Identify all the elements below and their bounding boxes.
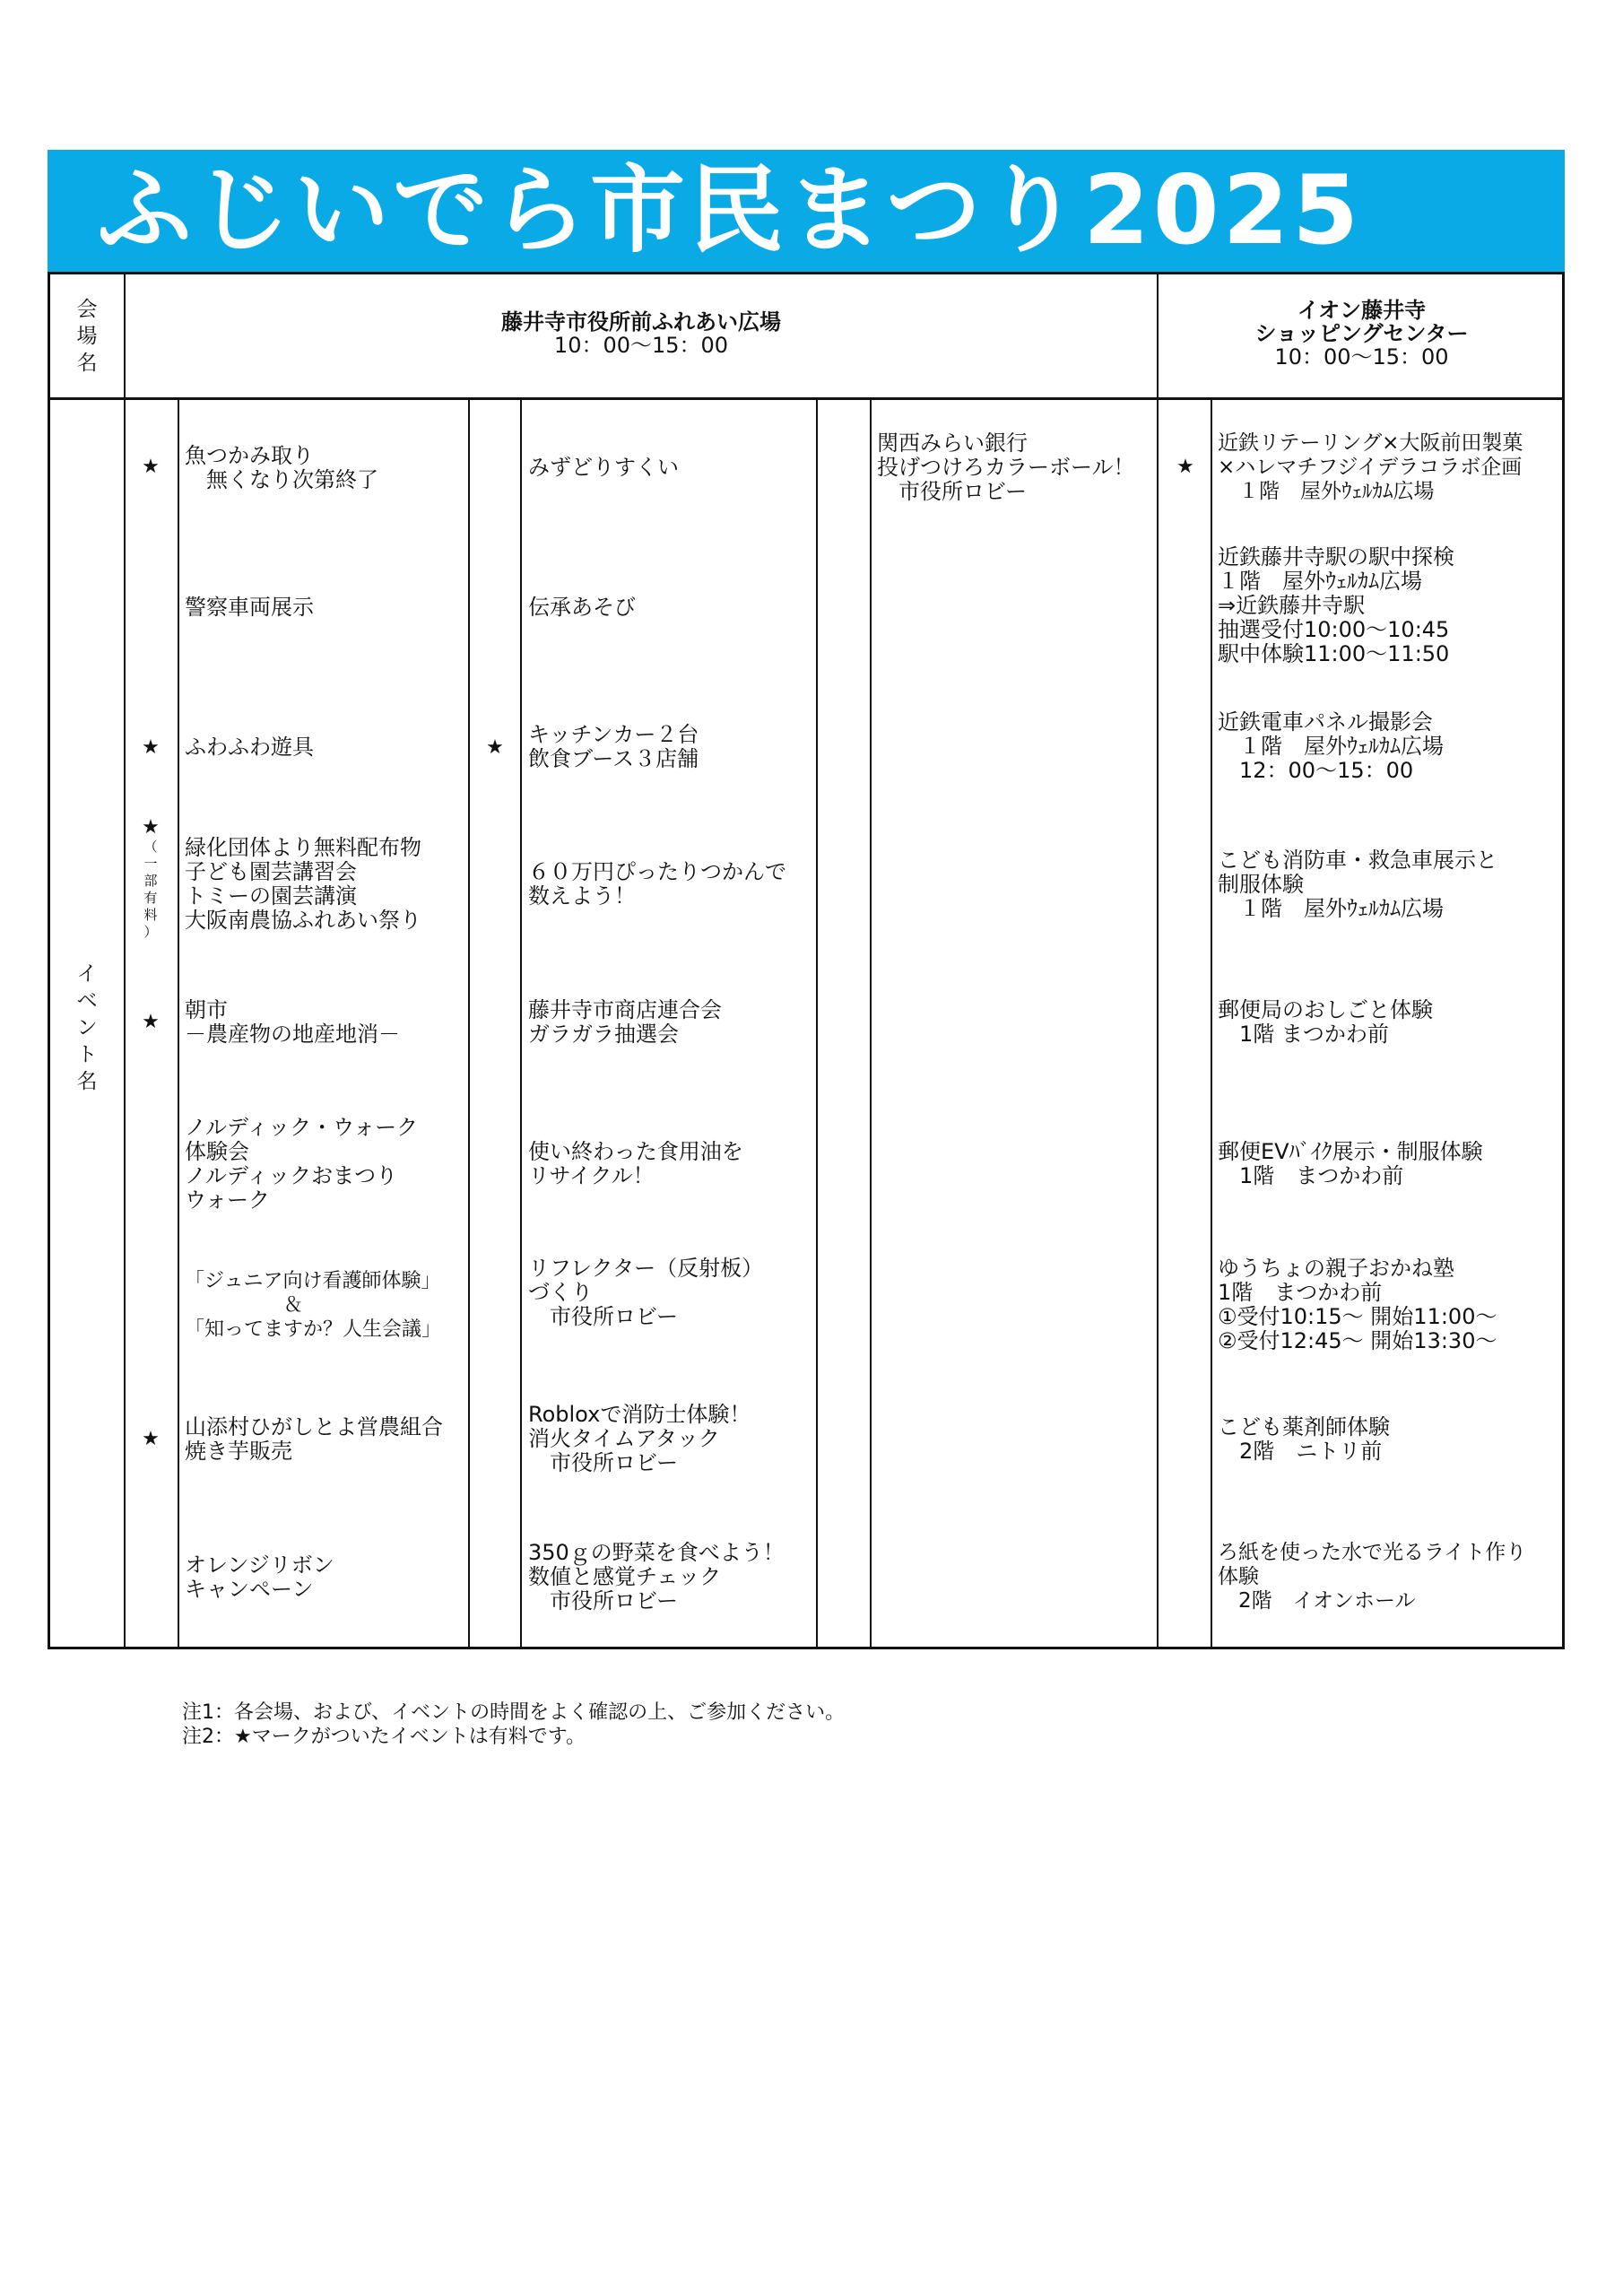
event-item: 魚つかみ取り 無くなり次第終了 bbox=[185, 443, 378, 492]
event-item: ６０万円ぴったりつかんで 数えよう！ bbox=[528, 859, 786, 909]
venue1-time: 10：00～15：00 bbox=[553, 333, 729, 358]
header-divider bbox=[50, 397, 1562, 400]
paid-star-mark: ★ bbox=[486, 736, 504, 759]
event-item: キッチンカー２台 飲食ブース３店舗 bbox=[528, 722, 699, 771]
schedule-table bbox=[48, 272, 1565, 1649]
column-rule bbox=[520, 397, 522, 1647]
events-row-label: イ ベ ン ト 名 bbox=[76, 962, 98, 1093]
column-rule bbox=[124, 274, 126, 1647]
event-item: 郵便EVﾊﾞｲｸ展示・制服体験 1階 まつかわ前 bbox=[1218, 1139, 1483, 1188]
venue1-name: 藤井寺市役所前ふれあい広場 bbox=[501, 309, 781, 335]
paid-star-mark: ★ bbox=[142, 1011, 160, 1033]
event-item: オレンジリボン キャンペーン bbox=[185, 1552, 334, 1602]
event-item: 近鉄リテーリング×大阪前田製菓 ×ハレマチフジイデラコラボ企画 １階 屋外ｳｪﾙｶﾑ広場 bbox=[1218, 431, 1523, 503]
event-item: こども消防車・救急車展示と 制服体験 １階 屋外ｳｪﾙｶﾑ広場 bbox=[1218, 848, 1497, 921]
event-item: 緑化団体より無料配布物 子ども園芸講習会 トミーの園芸講演 大阪南農協ふれあい祭り bbox=[185, 835, 421, 933]
event-item: Robloxで消防士体験！ 消火タイムアタック 市役所ロビー bbox=[528, 1402, 751, 1475]
event-item: 近鉄電車パネル撮影会 １階 屋外ｳｪﾙｶﾑ広場 12：00～15：00 bbox=[1218, 709, 1444, 783]
event-item: ゆうちょの親子おかね塾 1階 まつかわ前 ①受付10:15～ 開始11:00～ ②受付12:45～ 開始13:30～ bbox=[1218, 1256, 1497, 1353]
event-item: 「ジュニア向け看護師体験」 ＆ 「知ってますか？人生会議」 bbox=[185, 1270, 442, 1341]
page-title-banner: ふじいでら市民まつり2025 bbox=[48, 150, 1565, 272]
column-rule bbox=[1157, 274, 1159, 1647]
event-item: リフレクター（反射板） づくり 市役所ロビー bbox=[528, 1256, 764, 1329]
footnotes bbox=[182, 1700, 845, 1749]
event-item: 警察車両展示 bbox=[185, 595, 314, 620]
event-item: 近鉄藤井寺駅の駅中探検 １階 屋外ｳｪﾙｶﾑ広場 ⇒近鉄藤井寺駅 抽選受付10:00～10:45 駅中体験11:00～11:50 bbox=[1218, 544, 1454, 666]
column-rule bbox=[816, 397, 818, 1647]
event-item: ノルディック・ウォーク 体験会 ノルディックおまつり ウォーク bbox=[185, 1115, 419, 1213]
column-rule bbox=[1211, 397, 1212, 1647]
event-item: 伝承あそび bbox=[528, 595, 636, 620]
footnote-1: 注1：各会場、および、イベントの時間をよく確認の上、ご参加ください。 bbox=[182, 1701, 846, 1724]
venue1-header bbox=[126, 310, 1157, 357]
venue2-header bbox=[1159, 299, 1565, 369]
event-item: ふわふわ遊具 bbox=[185, 735, 314, 760]
event-item: 朝市 －農産物の地産地消－ bbox=[185, 997, 400, 1047]
event-item: こども薬剤師体験 2階 ニトリ前 bbox=[1218, 1414, 1390, 1464]
column-rule bbox=[870, 397, 872, 1647]
paid-star-mark: ★ bbox=[142, 816, 160, 839]
event-item: 350ｇの野菜を食べよう！ 数値と感覚チェック 市役所ロビー bbox=[528, 1540, 785, 1613]
venue2-name-line2: ショッピングセンター bbox=[1254, 321, 1469, 346]
column-rule bbox=[178, 397, 179, 1647]
paid-star-mark: ★ bbox=[1176, 456, 1194, 478]
event-item: 山添村ひがしとよ営農組合 焼き芋販売 bbox=[185, 1414, 443, 1464]
event-item: 使い終わった食用油を リサイクル！ bbox=[528, 1139, 743, 1188]
paid-star-mark: ★ bbox=[142, 736, 160, 759]
venue2-time: 10：00～15：00 bbox=[1274, 344, 1449, 370]
event-item: 藤井寺市商店連合会 ガラガラ抽選会 bbox=[528, 997, 722, 1047]
event-item: みずどりすくい bbox=[528, 455, 679, 480]
partial-paid-note: （ 一 部 有 料 ） bbox=[143, 839, 158, 940]
event-item: 関西みらい銀行 投げつけろカラーボール！ 市役所ロビー bbox=[877, 430, 1135, 504]
footnote-2: 注2：★マークがついたイベントは有料です。 bbox=[182, 1726, 586, 1748]
paid-star-mark: ★ bbox=[142, 456, 160, 478]
event-item: 郵便局のおしごと体験 1階 まつかわ前 bbox=[1218, 997, 1433, 1047]
venue-row-label: 会 場 名 bbox=[76, 298, 98, 375]
column-rule bbox=[468, 397, 470, 1647]
event-item: ろ紙を使った水で光るライト作り 体験 2階 イオンホール bbox=[1218, 1541, 1527, 1613]
paid-star-mark: ★ bbox=[142, 1428, 160, 1450]
venue2-name-line1: イオン藤井寺 bbox=[1297, 298, 1427, 323]
